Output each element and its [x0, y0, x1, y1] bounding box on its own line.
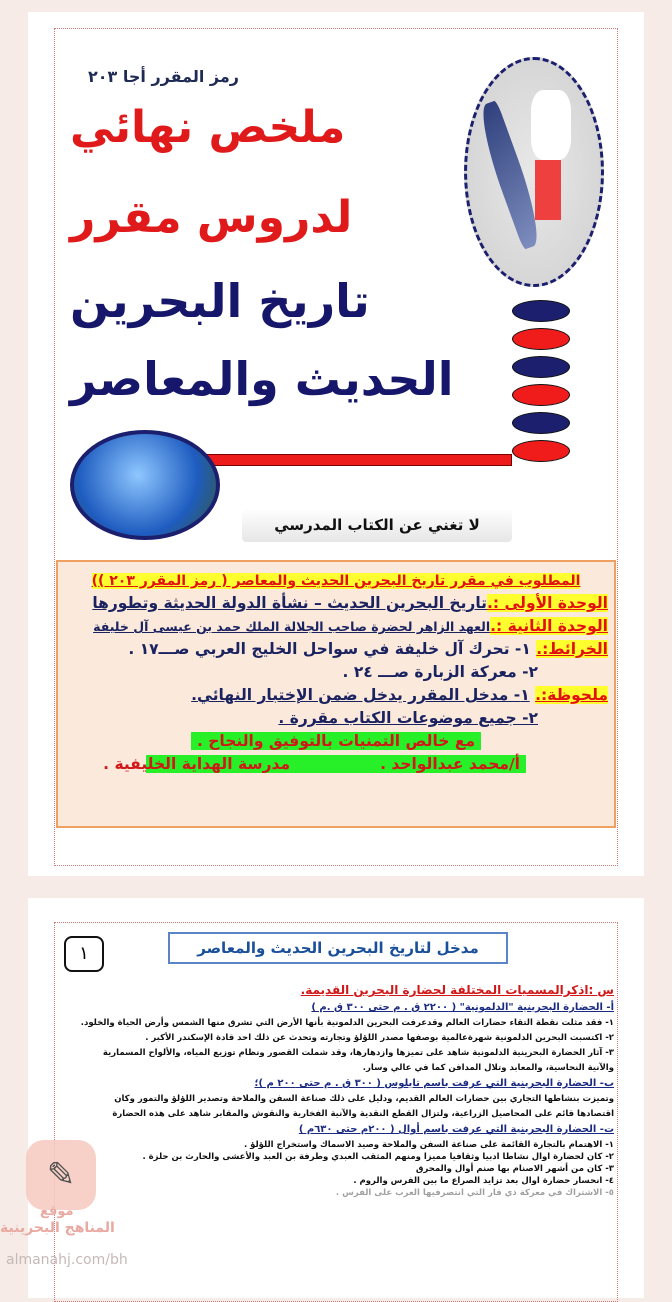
unit2-label: الوحدة الثانية :. — [490, 617, 608, 635]
list-item: ٥- الاشتراك في معركة ذي قار التي انتصرفيها العرب على الفرس . — [335, 1188, 614, 1198]
list-item: ١- الاهتمام بالتجارة القائمة على صناعة السفن والملاحة وصيد الاسماك واستخراج اللؤلؤ . — [243, 1140, 614, 1150]
list-item: ٣- كان من أشهر الاصنام بها صنم أوال والمحرق — [415, 1164, 614, 1174]
pencil-logo-icon: ✎ — [26, 1140, 96, 1210]
section-title: مدخل لتاريخ البحرين الحديث والمعاصر — [168, 932, 508, 964]
arrow-shaft — [178, 454, 512, 466]
watermark-line2: المناهج البحرينية — [0, 1220, 115, 1236]
maps-item: ١- تحرك آل خليفة في سواحل الخليج العربي صـــ١٧ . — [128, 640, 531, 658]
note-item: ٢- جميع موضوعات الكتاب مقررة . — [278, 709, 538, 727]
section-heading: أ- الحضارة البحرينية "الدلمونية" ( ٢٢٠٠ ق . م حتى ٣٠٠ ق .م ) — [311, 1002, 614, 1013]
watermark-url: almanahj.com/bh — [6, 1252, 128, 1268]
title-line-3: تاريخ البحرين — [70, 274, 370, 328]
decor-oval — [512, 384, 570, 406]
requirements-heading: المطلوب في مقرر تاريخ البحرين الحديث والمعاصر ( رمز المقرر ٢٠٣ )) — [91, 573, 581, 589]
list-item: والآنية النحاسية، والمعابد وتلال المدافن كما في عالي وسار. — [362, 1063, 614, 1073]
decor-oval — [512, 412, 570, 434]
question: س :اذكرالمسميات المختلفة لحضارة البحرين القديمة. — [300, 983, 614, 997]
globe-icon — [70, 430, 220, 540]
list-item: اقتصادها قائم على المحاصيل الزراعية، ولتزال القطع النقدية والآنية الفخارية والنقوش والمقابر شاهد على هذه الحضارة — [112, 1109, 614, 1119]
section-heading: ب- الحضارة البحرينية التي عرفت باسم تايلوس ( ٣٠٠ ق . م حتى ٢٠٠ م )؛ — [254, 1078, 614, 1089]
author: أ/محمد عبدالواحد . — [380, 755, 520, 773]
maps-item: ٢- معركة الزبارة صـــ ٢٤ . — [342, 663, 538, 681]
unit2-text: العهد الزاهر لحضرة صاحب الجلالة الملك حمد بن عيسى آل خليفة — [93, 619, 491, 634]
watermark — [0, 1140, 130, 1280]
section-heading: ت- الحضارة البحرينية التي عرفت باسم أوال ( ٢٠٠م حتى ٦٣٠م ) — [298, 1124, 614, 1135]
decor-oval — [512, 440, 570, 462]
list-item: وتميزت بنشاطها التجاري بين حضارات العالم القديم، ودليل على ذلك صناعة السفن والملاحة وتصدير اللؤلؤ والتمور وكان — [114, 1094, 614, 1104]
list-item: ١- فقد مثلت نقطة التقاء حضارات العالم وقدعرفت البحرين الدلمونية بأنها الأرض التي تشرق منها الشمس وأرض الحياة والخلود. — [80, 1018, 614, 1028]
unit1-text: تاريخ البحرين الحديث – نشأة الدولة الحديثة وتطورها — [92, 594, 487, 612]
title-line-4: الحديث والمعاصر — [70, 352, 454, 406]
title-line-1: ملخص نهائي — [70, 102, 346, 153]
list-item: ٢- اكتسبت البحرين الدلمونية شهرةعالمية بوصفها مصدر اللؤلؤ وتجارته وتحدث عن ذلك احد قادة الإسكندر الأكبر . — [145, 1033, 614, 1043]
unit1-label: الوحدة الأولى :. — [487, 594, 608, 612]
note-label: ملحوظة:. — [535, 686, 608, 704]
disclaimer: لا تغني عن الكتاب المدرسي — [242, 508, 512, 542]
course-code: رمز المقرر أجا ٢٠٣ — [88, 67, 239, 86]
wishes: مع خالص التمنيات بالتوفيق والنجاح . — [191, 732, 481, 750]
list-item: ٢- كان لحضارة اوال نشاطا ادبيا وثقافيا مميزا ومنهم المثقب العبدي وطرفة بن العبد والأعشى والحارث بن حلزة . — [142, 1152, 614, 1162]
title-line-2: لدروس مقرر — [70, 192, 353, 243]
bahrain-map-logo — [464, 57, 604, 287]
decor-oval — [512, 328, 570, 350]
note-item: ١- مدخل المقرر يدخل ضمن الإختبار النهائي. — [191, 686, 530, 704]
list-item: ٣- آثار الحضارة البحرينية الدلمونية شاهد على تميزها وازدهارها، وقد شملت القصور ونظام توزيع المياه، والألواح المسمارية — [102, 1048, 614, 1058]
school: مدرسة الهداية الخليفية . — [103, 755, 291, 773]
list-item: ٤- انحسار حضارة اوال بعد تزايد الصراع ما بين الفرس والروم . — [353, 1176, 614, 1186]
requirements-box — [56, 560, 616, 828]
cover-page — [28, 12, 644, 876]
page-number: ١ — [64, 936, 104, 972]
watermark-line1: موقع — [40, 1204, 74, 1219]
maps-label: الخرائط:. — [536, 640, 608, 658]
decor-oval — [512, 356, 570, 378]
decor-oval — [512, 300, 570, 322]
